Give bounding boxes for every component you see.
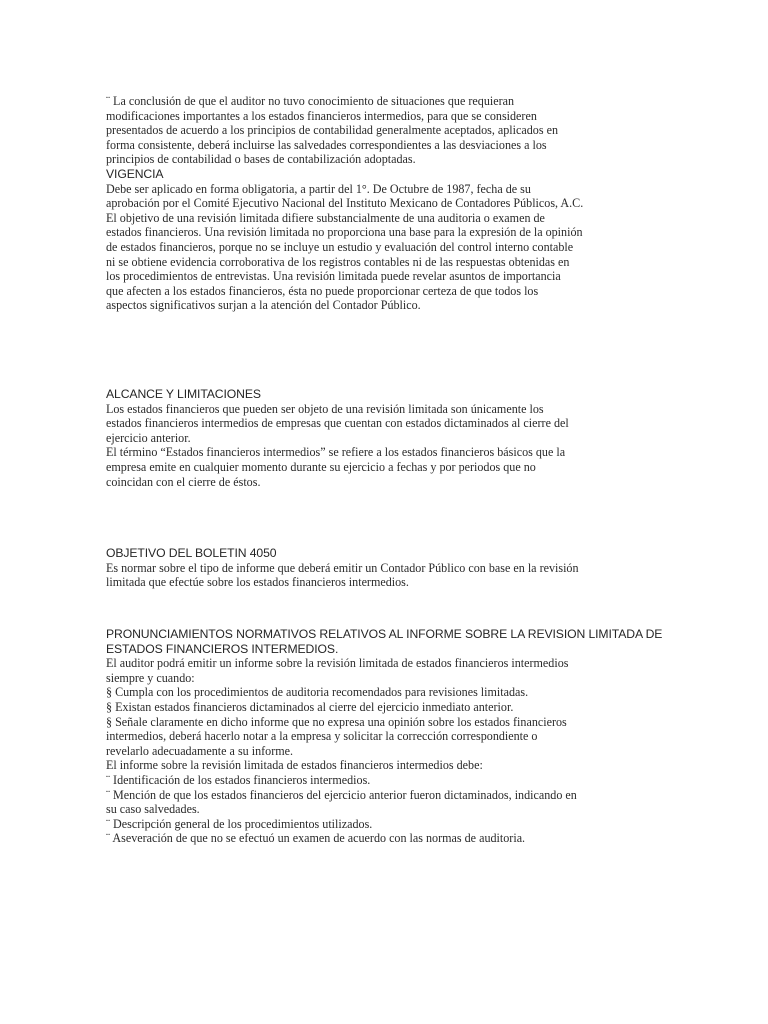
objetivo-heading: OBJETIVO DEL BOLETIN 4050: [106, 546, 277, 560]
vigencia-line: de estados financieros, porque no se incluye un estudio y evaluación del control interno contable: [106, 239, 574, 254]
objetivo-section: [106, 546, 686, 590]
pronunciamientos-line: El informe sobre la revisión limitada de estados financieros intermedios debe:: [106, 758, 483, 773]
objetivo-line: limitada que efectúe sobre los estados financieros intermedios.: [106, 575, 409, 590]
pronunciamientos-line: ¨ Mención de que los estados financieros del ejercicio anterior fueron dictaminados, indicando en: [106, 787, 577, 802]
pronunciamientos-line: ¨ Descripción general de los procedimientos utilizados.: [106, 816, 373, 831]
pronunciamientos-heading: PRONUNCIAMIENTOS NORMATIVOS RELATIVOS AL INFORME SOBRE LA REVISION LIMITADA DE: [106, 627, 663, 641]
pronunciamientos-heading: ESTADOS FINANCIEROS INTERMEDIOS.: [106, 641, 339, 656]
pronunciamientos-line: El auditor podrá emitir un informe sobre la revisión limitada de estados financieros intermedios: [106, 656, 569, 671]
intro-line: modificaciones importantes a los estados financieros intermedios, para que se consideren: [106, 108, 537, 123]
pronunciamientos-line: § Señale claramente en dicho informe que no expresa una opinión sobre los estados financieros: [106, 714, 567, 729]
pronunciamientos-line: § Existan estados financieros dictaminados al cierre del ejercicio inmediato anterior.: [106, 699, 514, 714]
vigencia-heading: VIGENCIA: [106, 166, 164, 181]
alcance-line: El término “Estados financieros intermedios” se refiere a los estados financieros básicos que la: [106, 445, 566, 460]
alcance-line: coincidan con el cierre de éstos.: [106, 474, 261, 489]
intro-section: [106, 94, 686, 313]
vigencia-line: los procedimientos de entrevistas. Una revisión limitada puede revelar asuntos de importancia: [106, 269, 561, 284]
pronunciamientos-line: ¨ Identificación de los estados financieros intermedios.: [106, 772, 371, 787]
vigencia-line: aprobación por el Comité Ejecutivo Nacional del Instituto Mexicano de Contadores Públicos, A.C.: [106, 196, 584, 211]
intro-line: ¨ La conclusión de que el auditor no tuvo conocimiento de situaciones que requieran: [106, 94, 515, 108]
alcance-line: estados financieros intermedios de empresas que cuentan con estados dictaminados al cierre del: [106, 416, 569, 431]
pronunciamientos-line: siempre y cuando:: [106, 670, 195, 685]
pronunciamientos-line: su caso salvedades.: [106, 802, 200, 817]
pronunciamientos-line: revelarlo adecuadamente a su informe.: [106, 743, 294, 758]
vigencia-line: El objetivo de una revisión limitada difiere substancialmente de una auditoria o examen de: [106, 210, 545, 225]
vigencia-line: que afecten a los estados financieros, ésta no puede proporcionar certeza de que todos los: [106, 283, 539, 298]
intro-line: presentados de acuerdo a los principios de contabilidad generalmente aceptados, aplicados en: [106, 123, 558, 138]
pronunciamientos-line: § Cumpla con los procedimientos de auditoria recomendados para revisiones limitadas.: [106, 685, 529, 700]
vigencia-line: ni se obtiene evidencia corroborativa de los registros contables ni de las respuestas obtenidas en: [106, 254, 570, 269]
pronunciamientos-section: [106, 627, 686, 846]
intro-line: forma consistente, deberá incluirse las salvedades correspondientes a las desviaciones a los: [106, 137, 547, 152]
vigencia-line: Debe ser aplicado en forma obligatoria, a partir del 1°. De Octubre de 1987, fecha de su: [106, 181, 531, 196]
vigencia-line: estados financieros. Una revisión limitada no proporciona una base para la expresión de la opinión: [106, 225, 583, 240]
alcance-heading: ALCANCE Y LIMITACIONES: [106, 387, 261, 401]
alcance-line: empresa emite en cualquier momento durante su ejercicio a fechas y por periodos que no: [106, 459, 536, 474]
alcance-line: Los estados financieros que pueden ser objeto de una revisión limitada son únicamente los: [106, 401, 544, 416]
objetivo-line: Es normar sobre el tipo de informe que deberá emitir un Contador Público con base en la revisión: [106, 560, 579, 575]
vigencia-line: aspectos significativos surjan a la atención del Contador Público.: [106, 298, 421, 313]
pronunciamientos-line: ¨ Aseveración de que no se efectuó un examen de acuerdo con las normas de auditoria.: [106, 831, 526, 846]
alcance-line: ejercicio anterior.: [106, 430, 191, 445]
pronunciamientos-line: intermedios, deberá hacerlo notar a la empresa y solicitar la corrección correspondiente o: [106, 729, 538, 744]
alcance-section: [106, 387, 686, 489]
intro-line: principios de contabilidad o bases de contabilización adoptadas.: [106, 152, 416, 167]
